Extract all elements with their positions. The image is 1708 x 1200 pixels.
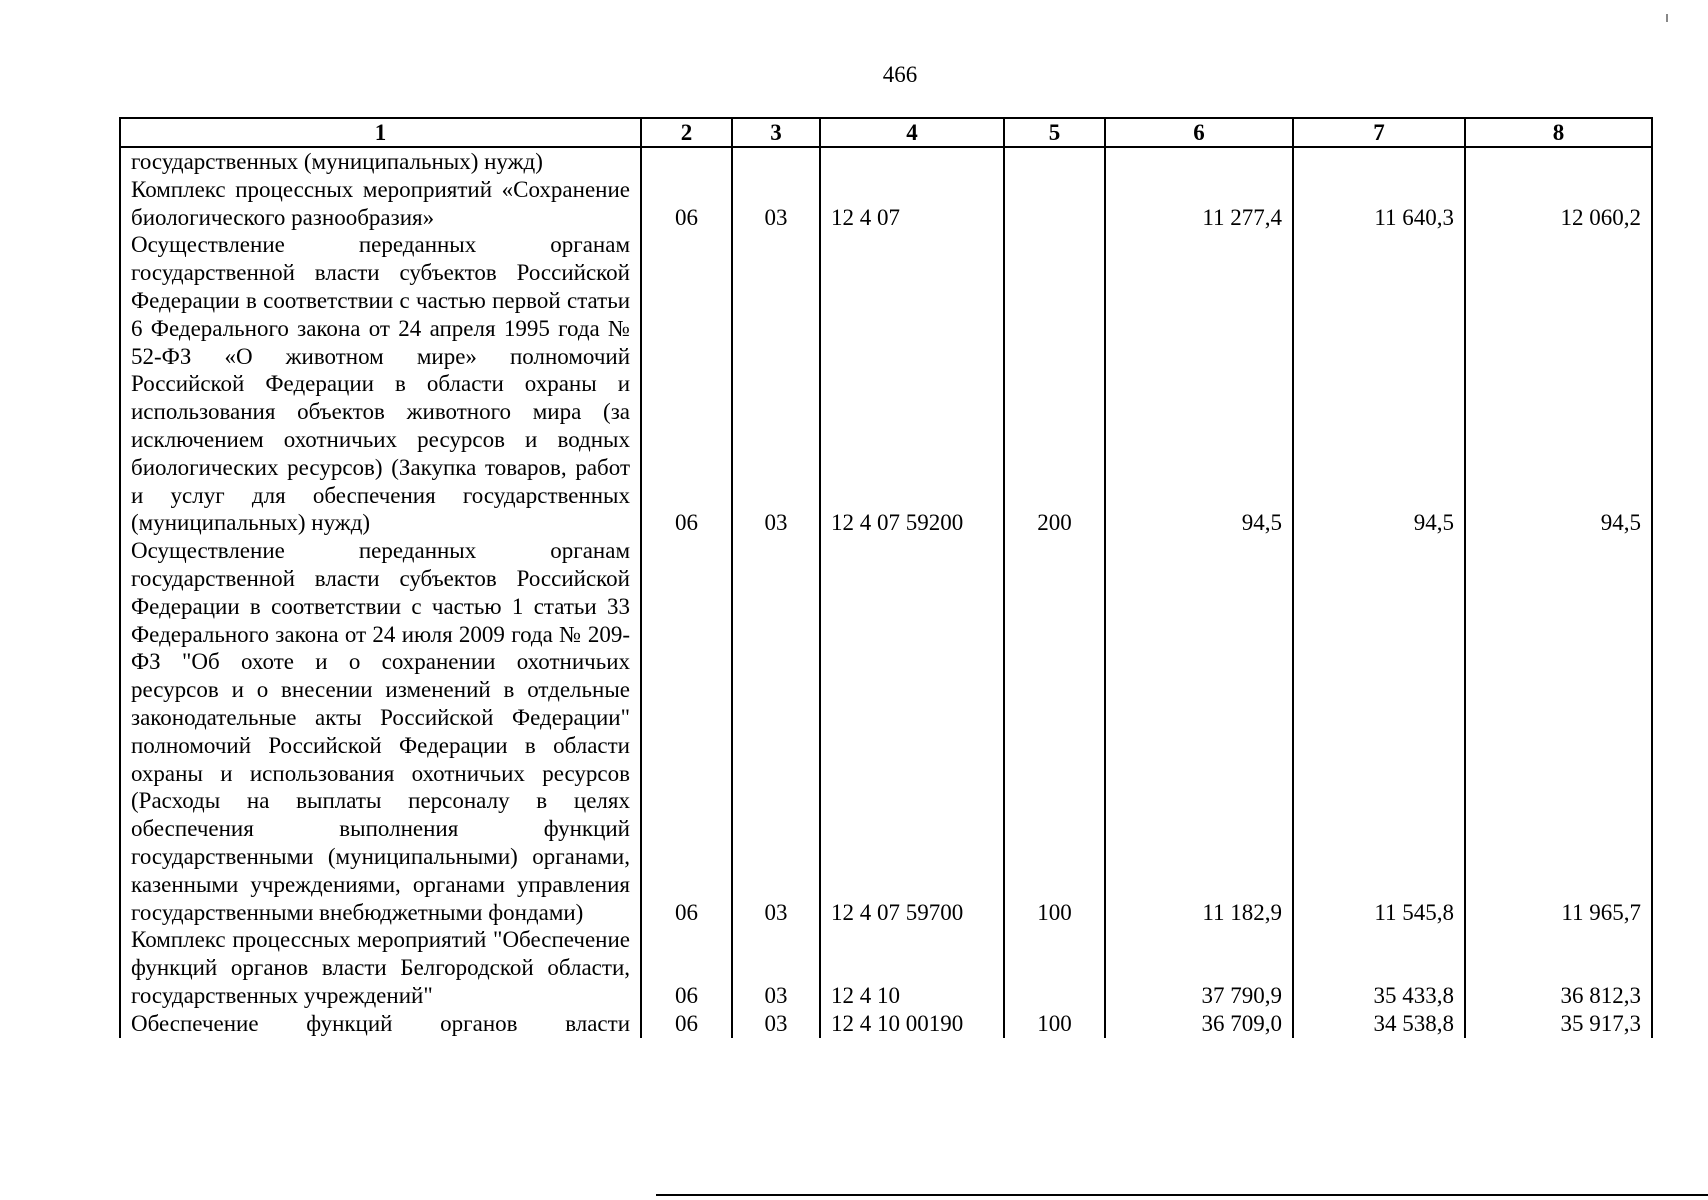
row-amount-8: 94,5 xyxy=(1465,231,1652,537)
row-name: Осуществление переданных органам государственной власти субъектов Российской Федерации в соответствии с частью первой статьи 6 Федерального закона от 24 апреля 1995 года № 52-ФЗ «О животном мире» полномочий Российской Федерации в области охраны и использования объектов животного мира (за исключением охотничьих ресурсов и водных биологических ресурсов) (Закупка товаров, работ и услуг для обеспечения государственных (муниципальных) нужд) xyxy=(120,231,641,537)
row-amount-8: 35 917,3 xyxy=(1465,1010,1652,1038)
row-name: Комплекс процессных мероприятий «Сохранение биологического разнообразия» xyxy=(120,176,641,232)
column-header: 4 xyxy=(820,118,1004,147)
row-amount-8: 11 965,7 xyxy=(1465,537,1652,926)
row-section: 06 xyxy=(641,926,732,1009)
scan-artifact xyxy=(1666,14,1668,22)
budget-table xyxy=(119,117,1653,1038)
row-amount-6: 11 277,4 xyxy=(1105,176,1293,232)
row-amount-7: 11 640,3 xyxy=(1293,176,1465,232)
column-header: 2 xyxy=(641,118,732,147)
row-subsection: 03 xyxy=(732,231,820,537)
table-row xyxy=(120,231,1652,537)
table-row xyxy=(120,537,1652,926)
row-amount-6: 37 790,9 xyxy=(1105,926,1293,1009)
table-header-row xyxy=(120,118,1652,147)
row-expense-type xyxy=(1004,176,1105,232)
row-amount-6: 36 709,0 xyxy=(1105,1010,1293,1038)
row-amount-7: 34 538,8 xyxy=(1293,1010,1465,1038)
row-amount-8: 12 060,2 xyxy=(1465,176,1652,232)
row-subsection xyxy=(732,147,820,176)
row-section: 06 xyxy=(641,1010,732,1038)
row-name: Комплекс процессных мероприятий "Обеспечение функций органов власти Белгородской области, государственных учреждений" xyxy=(120,926,641,1009)
table-row xyxy=(120,926,1652,1009)
row-subsection: 03 xyxy=(732,926,820,1009)
column-header: 3 xyxy=(732,118,820,147)
table-row xyxy=(120,1010,1652,1038)
row-expense-type xyxy=(1004,147,1105,176)
row-name: Осуществление переданных органам государственной власти субъектов Российской Федерации в соответствии с частью 1 статьи 33 Федерального закона от 24 июля 2009 года № 209-ФЗ "Об охоте и о сохранении охотничьих ресурсов и о внесении изменений в отдельные законодательные акты Российской Федерации" полномочий Российской Федерации в области охраны и использования охотничьих ресурсов (Расходы на выплаты персоналу в целях обеспечения выполнения функций государственными (муниципальными) органами, казенными учреждениями, органами управления государственными внебюджетными фондами) xyxy=(120,537,641,926)
row-section: 06 xyxy=(641,231,732,537)
page-number: 466 xyxy=(882,62,918,87)
row-target-code: 12 4 07 xyxy=(820,176,1004,232)
page-bottom-rule xyxy=(656,1194,1708,1196)
row-target-code xyxy=(820,147,1004,176)
row-target-code: 12 4 07 59700 xyxy=(820,537,1004,926)
column-header: 6 xyxy=(1105,118,1293,147)
column-header: 5 xyxy=(1004,118,1105,147)
row-amount-6 xyxy=(1105,147,1293,176)
row-amount-6: 94,5 xyxy=(1105,231,1293,537)
column-header: 1 xyxy=(120,118,641,147)
row-expense-type xyxy=(1004,926,1105,1009)
column-header: 8 xyxy=(1465,118,1652,147)
row-expense-type: 200 xyxy=(1004,231,1105,537)
row-expense-type: 100 xyxy=(1004,537,1105,926)
row-amount-7 xyxy=(1293,147,1465,176)
row-name: Обеспечение функций органов власти xyxy=(120,1010,641,1038)
table-row xyxy=(120,147,1652,176)
column-header: 7 xyxy=(1293,118,1465,147)
row-expense-type: 100 xyxy=(1004,1010,1105,1038)
row-amount-7: 35 433,8 xyxy=(1293,926,1465,1009)
row-amount-8 xyxy=(1465,147,1652,176)
row-name: государственных (муниципальных) нужд) xyxy=(120,147,641,176)
row-subsection: 03 xyxy=(732,176,820,232)
table-row xyxy=(120,176,1652,232)
row-amount-7: 94,5 xyxy=(1293,231,1465,537)
row-amount-7: 11 545,8 xyxy=(1293,537,1465,926)
row-target-code: 12 4 10 xyxy=(820,926,1004,1009)
row-section: 06 xyxy=(641,176,732,232)
row-target-code: 12 4 10 00190 xyxy=(820,1010,1004,1038)
row-subsection: 03 xyxy=(732,1010,820,1038)
row-amount-8: 36 812,3 xyxy=(1465,926,1652,1009)
row-section: 06 xyxy=(641,537,732,926)
row-subsection: 03 xyxy=(732,537,820,926)
row-amount-6: 11 182,9 xyxy=(1105,537,1293,926)
row-target-code: 12 4 07 59200 xyxy=(820,231,1004,537)
row-section xyxy=(641,147,732,176)
